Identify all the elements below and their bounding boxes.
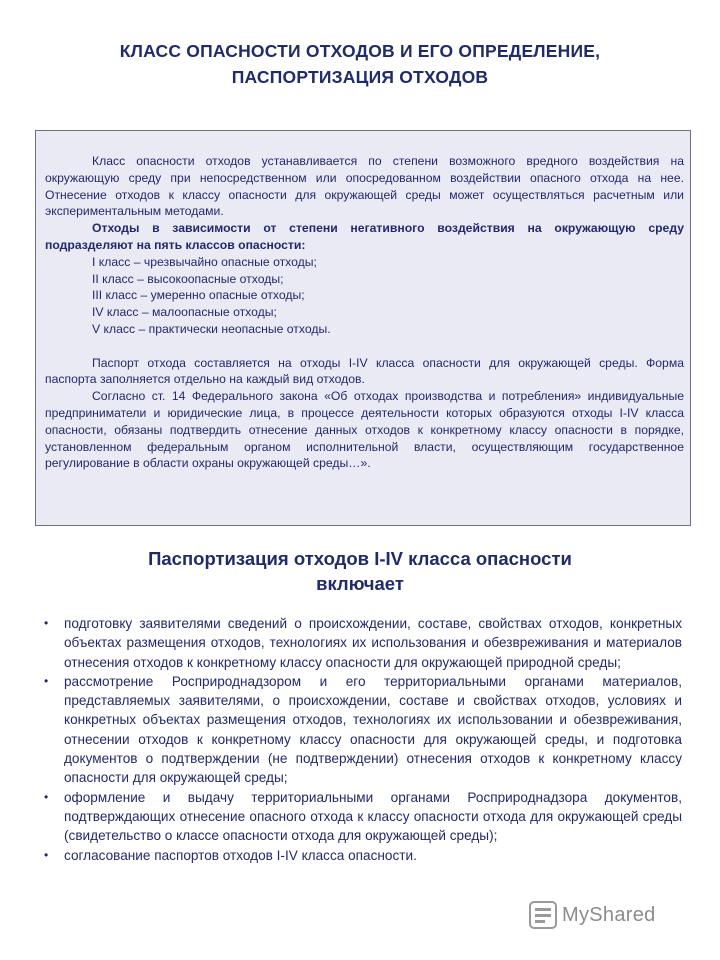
list-item xyxy=(42,788,682,846)
hazard-class-item: III класс – умеренно опасные отходы; xyxy=(92,288,305,303)
list-item-text: оформление и выдачу территориальными органами Росприроднадзора документов, подтверждающих отнесение опасного отхода к классу опасности отхода для окружающей среды (свидетельство о классе опасности отхода для окружающей среды); xyxy=(64,789,682,844)
page-title xyxy=(40,38,680,90)
spacer xyxy=(45,338,684,355)
list-item-text: согласование паспортов отходов I-IV класса опасности. xyxy=(64,847,417,863)
page-title-line-2: ПАСПОРТИЗАЦИЯ ОТХОДОВ xyxy=(231,67,489,87)
box-paragraph-definition: Класс опасности отходов устанавливается по степени возможного вредного воздействия на окружающую среду при непосредственном или опосредованном воздействии опасного отхода на нее. Отнесение отходов к классу опасности для окружающей среды может осуществляться расчетным или экспериментальным методами. xyxy=(45,154,684,219)
list-item xyxy=(42,846,682,865)
section-heading-line-1: Паспортизация отходов I-IV класса опасности xyxy=(148,548,572,569)
section-heading-line-2: включает xyxy=(316,573,404,594)
list-item xyxy=(42,672,682,788)
box-paragraph-passport: Паспорт отхода составляется на отходы I-IV класса опасности для окружающей среды. Форма паспорта заполняется отдельно на каждый вид отходов. xyxy=(45,355,684,387)
box-paragraph-law-quote: Согласно ст. 14 Федерального закона «Об отходах производства и потребления» индивидуальные предприниматели и юридические лица, в процессе деятельности которых образуются отходы I-IV класса опасности, обязаны подтвердить отнесение данных отходов к конкретному классу опасности в порядке, установленном федеральным органом исполнительной власти, осуществляющим государственное регулирование в области охраны окружающей среды…». xyxy=(45,389,684,471)
hazard-class-item: V класс – практически неопасные отходы. xyxy=(92,321,331,336)
watermark-text: MyShared xyxy=(562,903,656,926)
hazard-class-item: IV класс – малоопасные отходы; xyxy=(92,305,277,320)
hazard-class-item: I класс – чрезвычайно опасные отходы; xyxy=(92,254,317,269)
bullet-icon: • xyxy=(44,616,49,630)
myshared-watermark xyxy=(528,895,656,935)
hazard-class-item: II класс – высокоопасные отходы; xyxy=(92,271,284,286)
hazard-class-info-box xyxy=(35,130,691,526)
bullet-icon: • xyxy=(44,847,49,862)
list-item-text: подготовку заявителями сведений о происхождении, составе, свойствах отходов, конкретных объектах размещения отходов, технологиях их использования и обезвреживания и материалов отнесения отходов к конкретному классу опасности для окружающей природной среды; xyxy=(64,616,682,670)
box-paragraph-classification: Отходы в зависимости от степени негативного воздействия на окружающую среду подразделяют на пять классов опасности: xyxy=(45,221,684,252)
list-item-text: рассмотрение Росприроднадзором и его территориальными органами материалов, представляемых заявителями, о происхождении, составе и свойствах отходов, условиях и конкретных объектах размещения отходов, технологиях их использовании и обезвреживания, отнесении отходов к конкретному классу опасности для окружающей среды, и подготовка документов о подтверждении (не подтверждении) отнесения отходов к конкретному классу опасности для окружающей среды; xyxy=(64,673,682,786)
list-item xyxy=(42,614,682,672)
passportization-steps-list xyxy=(42,614,682,865)
bullet-icon: • xyxy=(44,789,49,804)
page-title-line-1: КЛАСС ОПАСНОСТИ ОТХОДОВ И ЕГО ОПРЕДЕЛЕНИЕ, xyxy=(119,41,601,61)
myshared-logo-icon xyxy=(528,900,558,930)
section-heading xyxy=(60,546,660,596)
bullet-icon: • xyxy=(44,673,49,688)
